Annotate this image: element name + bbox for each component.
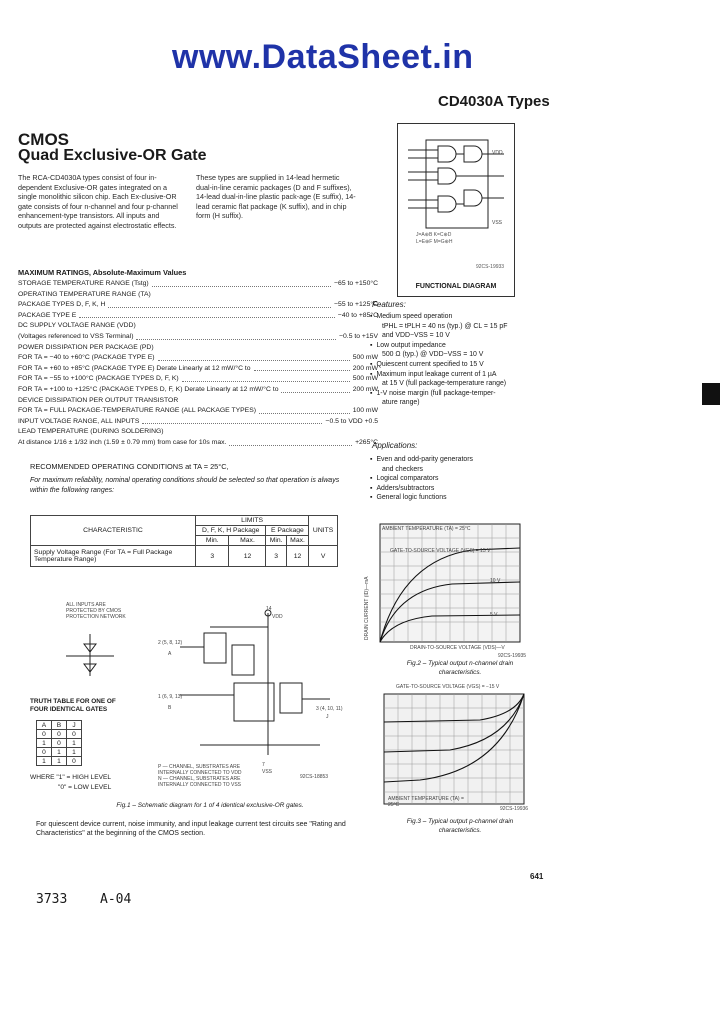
application-item: ▪ Logical comparators: [370, 474, 560, 484]
recommended-table: [30, 515, 338, 567]
row-label: Supply Voltage Range (For TA = Full Package Temperature Range): [31, 546, 196, 567]
truth-table: [36, 720, 82, 766]
features-heading: Features:: [372, 300, 406, 309]
rating-leader: [158, 354, 350, 361]
rating-leader: [79, 312, 335, 319]
rating-row: [18, 428, 378, 437]
rating-leader: [259, 407, 350, 414]
feature-item: ▪ Quiescent current specified to 15 V: [370, 360, 560, 370]
g1-curve-label: GATE-TO-SOURCE VOLTAGE (VGS) = 15 V: [390, 548, 491, 554]
rating-value: 200 mW: [352, 386, 378, 393]
feature-item: tPHL = tPLH = 40 ns (typ.) @ CL = 15 pF: [382, 322, 508, 330]
rating-row: [18, 354, 378, 363]
schematic-code: 92CS-18853: [300, 774, 329, 780]
truth-note-1: WHERE "1" = HIGH LEVEL: [30, 774, 112, 781]
g2-caption: Fig.3 – Typical output p-channel drain characteristics.: [406, 818, 514, 834]
g1-curve2: 10 V: [490, 578, 501, 584]
truth-cell: 1: [37, 739, 52, 748]
truth-row: [37, 748, 82, 757]
rating-label: POWER DISSIPATION PER PACKAGE (PD): [18, 343, 154, 351]
rating-label: FOR TA = +60 to +85°C (PACKAGE TYPE E) Derate Linearly at 12 mW/°C to: [18, 364, 251, 372]
rating-row: [18, 333, 378, 342]
truth-row: [37, 730, 82, 739]
schematic-label-a: A: [168, 651, 172, 657]
application-item: ▪ General logic functions: [370, 493, 560, 503]
rating-label: At distance 1/16 ± 1/32 inch (1.59 ± 0.79 mm) from case for 10s max.: [18, 439, 227, 446]
v3: 3: [266, 546, 286, 567]
functional-diagram-art: [398, 124, 514, 274]
g2-code: 92CS-19936: [500, 806, 529, 812]
rating-value: 200 mW: [352, 364, 378, 372]
graph-n-channel: [372, 520, 527, 650]
truth-cell: 0: [37, 730, 52, 739]
rating-value: 500 mW: [352, 354, 378, 362]
truth-cell: 1: [52, 748, 67, 757]
schematic-label-b: B: [168, 705, 172, 711]
fd-pin-note-1: J=A⊕B K=C⊕D: [416, 232, 452, 238]
application-item: ▪ Even and odd-parity generators: [370, 455, 560, 465]
schematic-pin7: 7: [262, 762, 265, 768]
g1-curve3: 5 V: [490, 612, 498, 618]
rating-label: FOR TA = +100 to +125°C (PACKAGE TYPES D, F, K) Derate Linearly at 12 mW/°C to: [18, 386, 279, 393]
protection-note: ALL INPUTS ARE PROTECTED BY CMOS PROTECTION NETWORK: [66, 602, 126, 620]
graph-p-channel: [380, 690, 530, 810]
rating-row: [18, 397, 378, 406]
handwritten-2: A-04: [100, 892, 132, 907]
truth-cell: 1: [67, 739, 82, 748]
char-header: CHARACTERISTIC: [31, 516, 196, 546]
rating-leader: [142, 418, 322, 425]
truth-row: [37, 739, 82, 748]
title-line-2: Quad Exclusive-OR Gate: [18, 147, 207, 164]
functional-diagram: [397, 123, 515, 297]
schematic-pin14: 14: [266, 606, 272, 612]
rating-label: OPERATING TEMPERATURE RANGE (TA): [18, 290, 151, 298]
truth-cell: 0: [67, 757, 82, 766]
watermark: www.DataSheet.in: [172, 38, 474, 76]
min-1: Min.: [196, 536, 229, 546]
fd-vdd: VDD: [492, 150, 503, 156]
truth-cell: 0: [52, 739, 67, 748]
application-item: and checkers: [382, 465, 423, 473]
max-1: Max.: [229, 536, 266, 546]
fd-vss: VSS: [492, 220, 503, 226]
intro-right: These types are supplied in 14-lead hermetic dual-in-line ceramic packages (D and F suffixes), 14-lead dual-in-line plastic pack-age (E suffix), 14-lead ceramic flat package (K suffix), and in chip form (H suffix).: [196, 173, 356, 221]
rating-leader: [281, 386, 349, 393]
rating-value: 100 mW: [352, 407, 378, 415]
protection-network-art: [60, 630, 120, 680]
truth-cell: 1: [37, 757, 52, 766]
page-number: 641: [530, 872, 544, 881]
handwritten-1: 3733: [36, 892, 68, 907]
truth-cell: 0: [37, 748, 52, 757]
rating-label: INPUT VOLTAGE RANGE, ALL INPUTS: [18, 417, 140, 425]
schematic-note-n: N — CHANNEL, SUBSTRATES ARE INTERNALLY CONNECTED TO VSS: [158, 776, 241, 788]
schematic-note-p: P — CHANNEL, SUBSTRATES ARE INTERNALLY CONNECTED TO VDD: [158, 764, 242, 776]
title-line-1: CMOS: [18, 130, 69, 149]
min-2: Min.: [266, 536, 286, 546]
rating-label: (Voltages referenced to VSS Terminal): [18, 333, 134, 340]
limits-header: LIMITS: [196, 516, 309, 526]
rating-value: +265°C: [355, 439, 378, 446]
g1-ylabel: DRAIN CURRENT (ID)—mA: [364, 576, 370, 640]
g1-code: 92CS-19935: [498, 653, 527, 659]
rating-label: STORAGE TEMPERATURE RANGE (Tstg): [18, 280, 149, 287]
rating-leader: [136, 333, 336, 340]
rating-label: FOR TA = −40 to +60°C (PACKAGE TYPE E): [18, 354, 155, 362]
fd-pin-note-2: L=E⊕F M=G⊕H: [416, 239, 453, 245]
feature-item: 500 Ω (typ.) @ VDD−VSS = 10 V: [382, 351, 484, 359]
truth-cell: 0: [52, 730, 67, 739]
units-header: UNITS: [309, 516, 338, 546]
pkg2-header: E Package: [266, 526, 309, 536]
recommended-heading: RECOMMENDED OPERATING CONDITIONS at TA = 25°C,: [30, 462, 229, 471]
rating-row: [18, 291, 378, 300]
rating-row: [18, 312, 378, 321]
v4: 12: [286, 546, 308, 567]
type-title: CD4030A Types: [438, 93, 550, 110]
truth-cell: 1: [67, 748, 82, 757]
rating-value: −65 to +150°C: [334, 280, 378, 287]
rating-value: −0.5 to VDD +0.5: [325, 417, 378, 425]
rating-row: [18, 365, 378, 374]
feature-item: ▪ Medium speed operation: [370, 312, 560, 322]
schematic-pin-b: 1 (6, 9, 13): [158, 694, 183, 700]
rating-row: [18, 280, 378, 289]
truth-cell: 0: [67, 730, 82, 739]
applications-heading: Applications:: [372, 441, 418, 450]
v2: 12: [229, 546, 266, 567]
rating-label: PACKAGE TYPE E: [18, 311, 77, 319]
rating-leader: [254, 365, 350, 372]
g1-xlabel: DRAIN-TO-SOURCE VOLTAGE (VDS)—V: [410, 645, 505, 651]
g1-caption: Fig.2 – Typical output n-channel drain characteristics.: [406, 660, 514, 676]
rating-row: [18, 322, 378, 331]
truth-note-2: "0" = LOW LEVEL: [58, 784, 112, 791]
feature-item: and VDD−VSS = 10 V: [382, 332, 450, 340]
schematic-vss: VSS: [262, 769, 273, 775]
rating-row: [18, 386, 378, 395]
schematic-vdd: VDD: [272, 614, 283, 620]
footer-text: For quiescent device current, noise immunity, and input leakage current test circuits see "Rating and Characteristics" at the beginning of the CMOS section.: [36, 821, 346, 838]
truth-cell: 1: [52, 757, 67, 766]
truth-table-heading: TRUTH TABLE FOR ONE OF FOUR IDENTICAL GATES: [30, 698, 116, 713]
schematic-out-pin: 3 (4, 10, 11): [316, 706, 343, 712]
rating-leader: [108, 301, 331, 308]
rating-value: −0.5 to +15V: [339, 333, 378, 340]
truth-header: A: [37, 721, 52, 730]
rating-value: 500 mW: [352, 375, 378, 383]
g1-header: AMBIENT TEMPERATURE (TA) = 25°C: [382, 526, 471, 532]
rating-value: −40 to +85°C: [337, 311, 378, 319]
unit: V: [309, 546, 338, 567]
rating-row: [18, 301, 378, 310]
rating-row: [18, 407, 378, 416]
edge-tab-marker: [702, 383, 720, 405]
rating-label: FOR TA = −55 to +100°C (PACKAGE TYPES D, F, K): [18, 375, 179, 383]
truth-header: B: [52, 721, 67, 730]
rating-row: [18, 375, 378, 384]
feature-item: ▪ Low output impedance: [370, 341, 560, 351]
schematic-caption: Fig.1 – Schematic diagram for 1 of 4 identical exclusive-OR gates.: [116, 802, 304, 809]
g2-note: AMBIENT TEMPERATURE (TA) = 25°C: [388, 796, 464, 808]
feature-item: ▪ Maximum input leakage current of 1 µA: [370, 370, 560, 380]
schematic-label-j: J: [326, 714, 329, 720]
rating-label: DEVICE DISSIPATION PER OUTPUT TRANSISTOR: [18, 396, 179, 404]
rating-leader: [152, 280, 331, 287]
schematic-diagram: [160, 605, 360, 770]
fd-code: 92CS-19933: [476, 264, 505, 270]
rating-row: [18, 439, 378, 448]
rating-label: LEAD TEMPERATURE (DURING SOLDERING): [18, 428, 164, 436]
rating-label: FOR TA = FULL PACKAGE-TEMPERATURE RANGE (ALL PACKAGE TYPES): [18, 407, 257, 415]
truth-header: J: [67, 721, 82, 730]
schematic-pin-a: 2 (5, 8, 12): [158, 640, 183, 646]
recommended-italic: For maximum reliability, nominal operating conditions should be selected so that operation is always within the following ranges:: [30, 477, 340, 494]
g2-header: GATE-TO-SOURCE VOLTAGE (VGS) = −15 V: [396, 684, 500, 690]
max-2: Max.: [286, 536, 308, 546]
rating-leader: [229, 439, 352, 446]
application-item: ▪ Adders/subtractors: [370, 484, 560, 494]
feature-item: ature range): [382, 399, 420, 407]
max-ratings-heading: MAXIMUM RATINGS, Absolute-Maximum Values: [18, 268, 187, 277]
rating-row: [18, 418, 378, 427]
rating-label: DC SUPPLY VOLTAGE RANGE (VDD): [18, 322, 136, 330]
truth-row: [37, 757, 82, 766]
intro-left: The RCA-CD4030A types consist of four in-dependent Exclusive-OR gates integrated on a single monolithic silicon chip. Each Ex-clusive-OR gate consists of four n-channel and four p-channel enhancement-type transistors. All inputs and outputs are protected against electrostatic effects.: [18, 173, 178, 230]
v1: 3: [196, 546, 229, 567]
pkg1-header: D, F, K, H Package: [196, 526, 266, 536]
feature-item: at 15 V (full package-temperature range): [382, 380, 507, 388]
rating-leader: [182, 375, 350, 382]
rating-value: −55 to +125°C: [334, 301, 378, 309]
rating-row: [18, 344, 378, 353]
fd-caption: FUNCTIONAL DIAGRAM: [415, 283, 497, 290]
applications-list: [370, 455, 560, 503]
feature-item: ▪ 1-V noise margin (full package-temper-: [370, 389, 560, 399]
features-list: [370, 312, 560, 408]
rating-label: PACKAGE TYPES D, F, K, H: [18, 301, 106, 309]
